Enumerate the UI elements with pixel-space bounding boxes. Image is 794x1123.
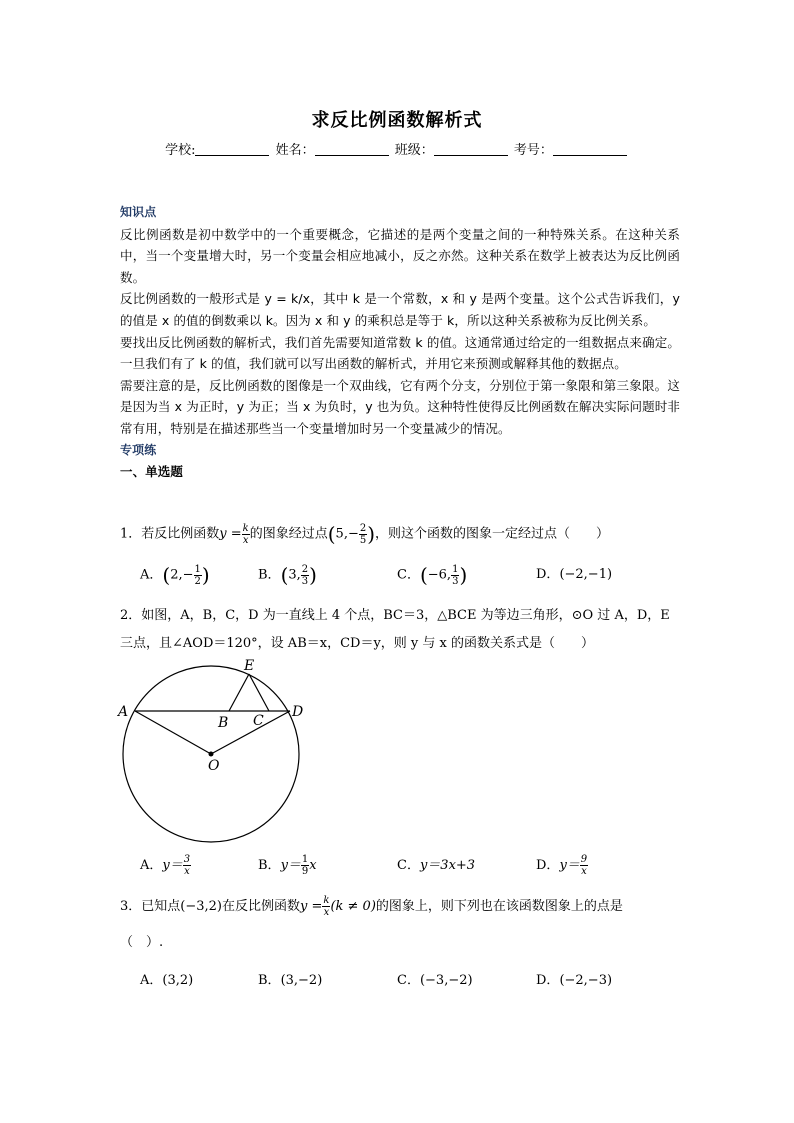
section-heading: 一、单选题 [120, 464, 184, 480]
q1-stem-part-a: 1．若反比例函数 [120, 526, 220, 542]
option-text: (−3,−2) [419, 973, 473, 988]
class-label: 班级： [394, 143, 434, 158]
option-fraction [301, 564, 309, 587]
q3-stem-part-b: 在反比例函数 [222, 899, 301, 914]
q2-option-b[interactable] [258, 852, 317, 880]
option-text: (−2,−3) [559, 973, 613, 988]
fraction-denominator: x [581, 866, 587, 877]
left-paren: ( [419, 563, 428, 587]
q2-option-a[interactable] [140, 852, 191, 880]
q3-function-lhs: y = [300, 899, 323, 914]
fraction-numerator: 1 [452, 563, 459, 575]
number-label: 考号： [513, 143, 553, 158]
fraction-denominator: 2 [194, 575, 201, 587]
q1-point: 5,− [335, 526, 359, 542]
right-paren: ) [309, 563, 317, 587]
q2-option-d[interactable] [536, 852, 588, 880]
q1-option-b[interactable] [258, 561, 317, 590]
label-c: C [253, 713, 264, 729]
question-2-stem [120, 602, 680, 658]
fraction-denominator: 3 [452, 575, 459, 587]
option-text: 2,− [170, 567, 194, 583]
knowledge-heading: 知识点 [120, 205, 157, 219]
q3-point: (−3,2) [180, 899, 222, 914]
q3-option-a[interactable] [140, 968, 193, 994]
left-paren: ( [327, 522, 336, 546]
fraction-denominator: 9 [301, 866, 309, 877]
name-label: 姓名： [275, 143, 315, 158]
label-b: B [218, 715, 229, 731]
option-text: (−2,−1) [559, 567, 613, 582]
option-label: D． [536, 567, 560, 582]
option-text: (3,−2) [280, 973, 323, 988]
q3-stem-part-a: 3．已知点 [120, 899, 181, 914]
option-label: C． [397, 973, 420, 988]
q1-option-a[interactable] [140, 561, 210, 590]
option-text: (3,2) [162, 973, 194, 988]
option-lhs: y＝ [559, 858, 580, 873]
knowledge-paragraph-4: 需要注意的是，反比例函数的图像是一个双曲线，它有两个分支，分别位于第一象限和第三象限。这是因为当 x 为正时，y 为正；当 x 为负时，y 也为负。这种特性使得反比例函数在解决实际问题时非常有用，特别是在描述那些当一个变量增加时另一个变量减少的情况。 [120, 377, 680, 436]
label-a: A [118, 704, 129, 720]
option-label: D． [536, 973, 560, 988]
q1-option-c[interactable] [397, 561, 467, 590]
label-e: E [244, 658, 255, 674]
option-label: A． [140, 858, 163, 873]
right-paren: ) [201, 563, 210, 587]
q1-stem-part-c: ，则这个函数的图象一定经过点（ ） [375, 526, 610, 542]
center-point-o [209, 752, 214, 757]
option-label: A． [140, 973, 163, 988]
student-info-line [0, 139, 794, 158]
q1-option-d[interactable] [536, 561, 612, 589]
label-d: D [292, 704, 304, 720]
fraction-denominator: 5 [359, 534, 367, 546]
q2-geometry-figure [114, 652, 314, 852]
option-lhs: y＝ [280, 858, 301, 873]
school-blank[interactable] [195, 143, 269, 156]
segment-ao [135, 711, 211, 754]
option-fraction [194, 564, 202, 587]
fraction-numerator: k [323, 895, 330, 906]
fraction-numerator: 9 [580, 854, 588, 865]
fraction-denominator: x [242, 534, 249, 546]
option-label: D． [536, 858, 560, 873]
label-o: O [208, 758, 220, 774]
q3-option-d[interactable] [536, 968, 612, 994]
fraction-numerator: 3 [183, 854, 191, 865]
fraction-denominator: 3 [301, 575, 309, 587]
q1-point-fraction [359, 523, 367, 546]
option-label: A． [140, 567, 163, 583]
q3-option-b[interactable] [258, 968, 322, 994]
left-paren: ( [280, 563, 289, 587]
name-blank[interactable] [315, 143, 389, 156]
option-fraction [580, 854, 588, 877]
q1-function-lhs: y = [219, 526, 242, 542]
practice-heading: 专项练 [120, 442, 157, 457]
q2-stem-line-1: 2．如图，A，B，C，D 为一直线上 4 个点，BC＝3，△BCE 为等边三角形，⊙O 过 A，D，E [120, 608, 670, 623]
right-paren: ) [367, 522, 376, 546]
knowledge-paragraph-2: 反比例函数的一般形式是 y = k/x，其中 k 是一个常数，x 和 y 是两个变量。这个公式告诉我们，y 的值是 x 的值的倒数乘以 k。因为 x 和 y 的乘积总是等于 k，所以这种关系被称为反比例关系。 [120, 291, 680, 328]
fraction-denominator: x [323, 907, 330, 918]
option-label: B． [258, 973, 281, 988]
option-text: −6, [427, 567, 452, 583]
left-paren: ( [162, 563, 171, 587]
fraction-numerator: 2 [301, 563, 309, 575]
number-blank[interactable] [553, 143, 627, 156]
school-label: 学校: [165, 143, 196, 158]
q1-stem-part-b: 的图象经过点 [249, 526, 328, 542]
q2-option-c[interactable] [397, 852, 475, 880]
segment-be [229, 674, 249, 711]
q3-option-c[interactable] [397, 968, 473, 994]
knowledge-paragraph-1: 反比例函数是初中数学中的一个重要概念，它描述的是两个变量之间的一种特殊关系。在这种关系中，当一个变量增大时，另一个变量会相应地减小，反之亦然。这种关系在数学上被表达为反比例函数。 [120, 226, 680, 285]
option-fraction [183, 854, 191, 877]
option-text: 3, [288, 567, 301, 583]
q3-condition: (k ≠ 0) [330, 899, 376, 914]
knowledge-paragraph-3: 要找出反比例函数的解析式，我们首先需要知道常数 k 的值。这通常通过给定的一组数据点来确定。一旦我们有了 k 的值，我们就可以写出函数的解析式，并用它来预测或解释其他的数据点。 [120, 334, 680, 372]
option-label: B． [258, 567, 281, 583]
option-label: C． [397, 858, 420, 873]
option-label: B． [258, 858, 281, 873]
question-3-stem [120, 892, 680, 922]
q3-stem-line-2: （ ）. [120, 935, 164, 950]
page-title: 求反比例函数解析式 [311, 110, 483, 131]
fraction-numerator: k [242, 522, 249, 534]
question-1-stem [120, 519, 680, 549]
knowledge-section [120, 202, 680, 483]
option-tail: x [309, 858, 317, 873]
fraction-numerator: 1 [301, 854, 309, 865]
q3-stem-part-c: 的图象上，则下列也在该函数图象上的点是 [375, 899, 623, 914]
option-lhs: y＝ [162, 858, 183, 873]
q2-stem-line-2: 三点，且∠AOD＝120°，设 AB＝x，CD＝y，则 y 与 x 的函数关系式是（ ） [120, 636, 594, 651]
fraction-numerator: 1 [194, 563, 201, 575]
fraction-denominator: x [184, 866, 190, 877]
class-blank[interactable] [434, 143, 508, 156]
right-paren: ) [459, 563, 468, 587]
q1-function-fraction [242, 523, 250, 546]
option-label: C． [397, 567, 420, 583]
option-text: y＝3x+3 [419, 858, 476, 873]
fraction-numerator: 2 [359, 522, 367, 534]
